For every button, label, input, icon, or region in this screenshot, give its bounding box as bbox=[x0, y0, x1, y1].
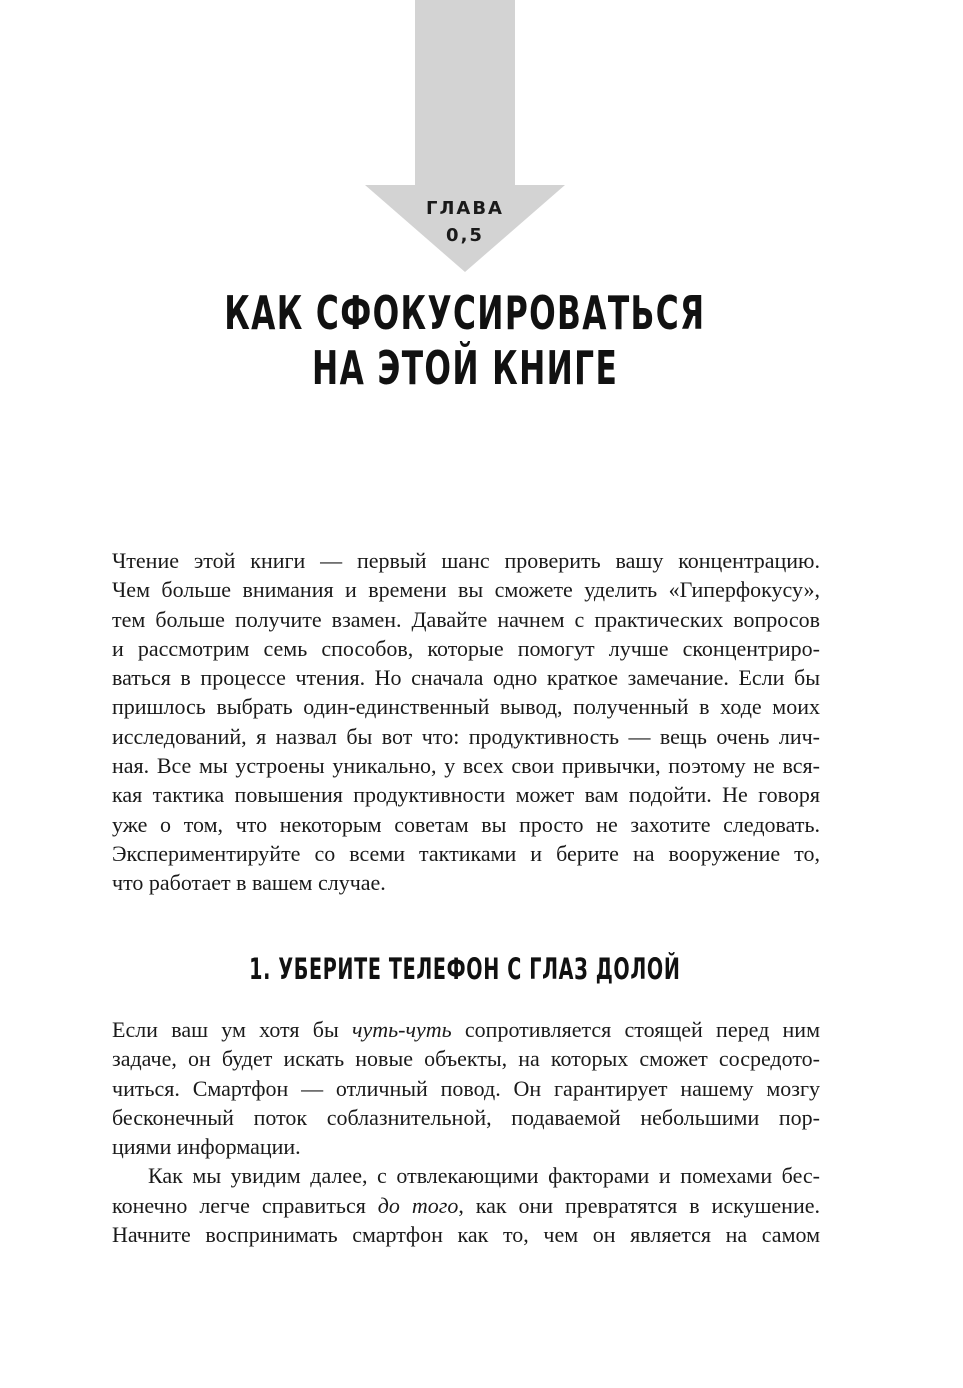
section-heading bbox=[0, 952, 930, 986]
text-segment: задаче, он будет искать новые объекты, на которых сможет сосредото- bbox=[112, 1046, 820, 1072]
text-line bbox=[112, 1161, 820, 1190]
text-line bbox=[112, 1103, 820, 1132]
text-line bbox=[112, 1044, 820, 1073]
chapter-title-line-2 bbox=[0, 341, 930, 395]
italic-text: чуть-чуть bbox=[351, 1017, 452, 1042]
text-line bbox=[112, 1220, 820, 1249]
text-line: ваться в процессе чтения. Но сначала одно краткое замечание. Если бы bbox=[112, 665, 820, 691]
text-segment: сопротивляется стоящей перед ним bbox=[451, 1017, 820, 1042]
title-text: КАК СФОКУСИРОВАТЬСЯ bbox=[224, 286, 706, 340]
text-line: исследований, я назвал бы вот что: продуктивность — вещь очень лич- bbox=[112, 723, 820, 749]
text-line: ная. Все мы устроены уникально, у всех свои привычки, поэтому не вся- bbox=[112, 753, 820, 779]
text-line bbox=[112, 1074, 820, 1103]
italic-text: до того bbox=[377, 1192, 459, 1218]
text-segment: Начните воспринимать смартфон как то, чем он является на самом bbox=[112, 1222, 820, 1248]
section-body bbox=[112, 1015, 820, 1249]
text-segment: , как они превратятся в искушение. bbox=[458, 1192, 820, 1218]
text-line bbox=[112, 1132, 820, 1161]
text-segment: циями информации. bbox=[112, 1134, 301, 1160]
text-segment: конечно легче справиться bbox=[112, 1192, 378, 1218]
text-segment: Как мы увидим далее, с отвлекающими факторами и помехами бес- bbox=[148, 1163, 820, 1189]
text-segment: Если ваш ум хотя бы bbox=[112, 1017, 352, 1042]
chapter-number: 0,5 bbox=[446, 225, 484, 246]
text-line: тем больше получите взамен. Давайте начнем с практических вопросов bbox=[112, 606, 820, 632]
text-line: Чем больше внимания и времени вы сможете уделить «Гиперфокусу», bbox=[112, 577, 820, 603]
intro-paragraph bbox=[112, 546, 820, 898]
text-line bbox=[112, 1191, 820, 1220]
text-line: Чтение этой книги — первый шанс проверить вашу концентрацию. bbox=[112, 548, 820, 573]
text-line: уже о том, что некоторым советам вы просто не захотите следовать. bbox=[112, 811, 820, 837]
text-line: пришлось выбрать один-единственный вывод, полученный в ходе моих bbox=[112, 694, 820, 720]
text-line bbox=[112, 1015, 820, 1044]
text-line: Экспериментируйте со всеми тактиками и берите на вооружение то, bbox=[112, 840, 820, 866]
section-heading-text: 1. УБЕРИТЕ ТЕЛЕФОН С ГЛАЗ ДОЛОЙ bbox=[249, 952, 681, 986]
text-line: что работает в вашем случае. bbox=[112, 870, 386, 896]
text-segment: бесконечный поток соблазнительной, подаваемой небольшими пор- bbox=[112, 1104, 820, 1130]
text-segment: читься. Смартфон — отличный повод. Он гарантирует нашему мозгу bbox=[112, 1075, 820, 1101]
text-line: кая тактика повышения продуктивности может вам подойти. Не говоря bbox=[112, 782, 820, 808]
text-line: и рассмотрим семь способов, которые помогут лучше сконцентриро- bbox=[112, 635, 820, 661]
title-text: НА ЭТОЙ КНИГЕ bbox=[311, 341, 619, 395]
chapter-label: ГЛАВА bbox=[425, 198, 504, 219]
chapter-title-line-1 bbox=[0, 286, 930, 340]
